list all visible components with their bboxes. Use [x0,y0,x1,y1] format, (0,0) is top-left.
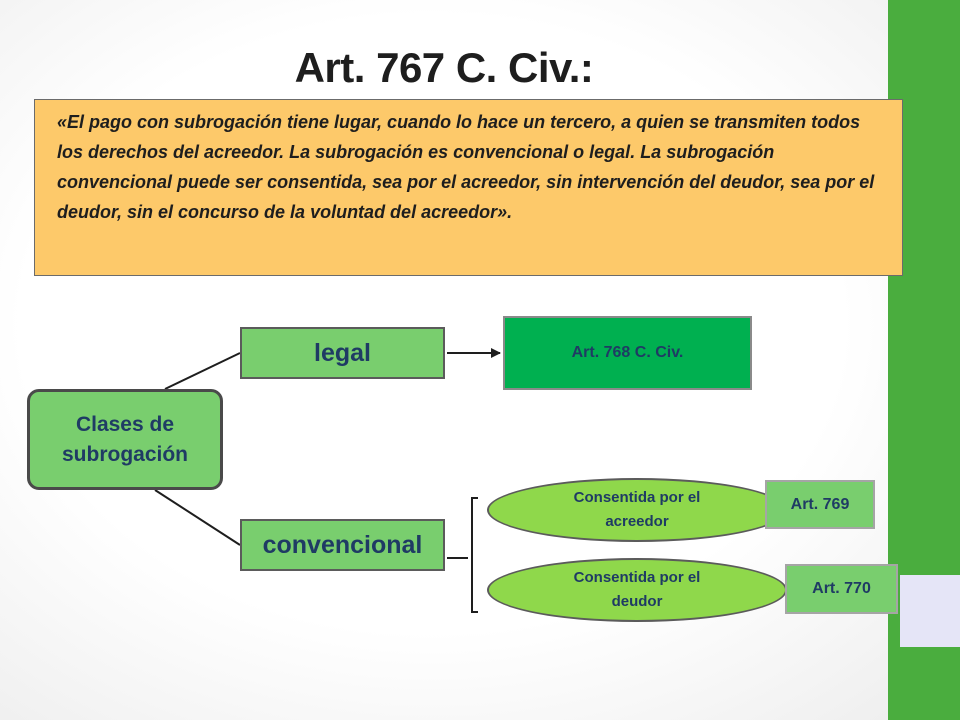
tag-art-769: Art. 769 [765,480,875,529]
node-convencional: convencional [240,519,445,571]
oval-consentida-acreedor [487,478,787,542]
node-legal: legal [240,327,445,379]
root-node-line-2: subrogación [61,442,188,466]
root-node-clases-de-subrogacion [27,389,223,490]
node-art-768: Art. 768 C. Civ. [503,316,752,390]
oval-deudor-line-2: deudor [611,593,663,610]
oval-deudor-line-1: Consentida por el [573,569,701,586]
connector-root-to-legal [165,353,240,389]
slide-title: Art. 767 C. Civ.: [294,44,594,91]
tag-art-770: Art. 770 [785,564,898,614]
root-node-line-1: Clases de [75,412,175,436]
article-quote-text: «El pago con subrogación tiene lugar, cuando lo hace un tercero, a quien se transmiten todos los derechos del acreedor. La subrogación es convencional o legal. La subrogación convencional puede ser consentida, sea por el acreedor, sin intervención del deudor, sea por el deudor, sin el concurso de la voluntad del acreedor». [57,112,875,222]
oval-consentida-deudor [487,558,787,622]
convencional-bracket [447,498,478,612]
oval-acreedor-line-1: Consentida por el [573,489,701,506]
connector-root-to-convencional [155,490,240,545]
oval-acreedor-line-2: acreedor [605,513,669,530]
